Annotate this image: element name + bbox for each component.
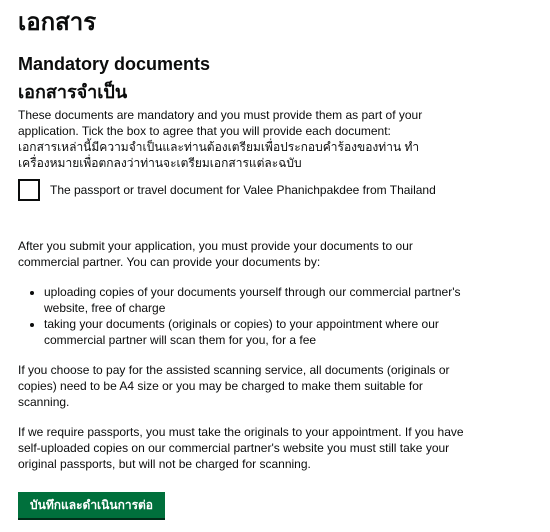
paragraph-line: original passports, but will not be charged for scanning. <box>18 457 311 471</box>
list-item <box>44 316 538 348</box>
paragraph-line: scanning. <box>18 395 70 409</box>
list-item-line: uploading copies of your documents yourself through our commercial partner's <box>44 285 461 299</box>
paragraph-line: If we require passports, you must take the originals to your appointment. If you have <box>18 425 464 439</box>
passport-info-paragraph <box>18 424 538 472</box>
passport-document-checkbox[interactable] <box>18 179 40 201</box>
intro-line: application. Tick the box to agree that you will provide each document: <box>18 124 391 138</box>
paragraph-line: self-uploaded copies on our commercial partner's website you must still take your <box>18 441 450 455</box>
intro-text <box>18 107 538 171</box>
save-and-continue-button[interactable]: บันทึกและดำเนินการต่อ <box>18 492 165 518</box>
list-item-line: commercial partner will scan them for you, for a fee <box>44 333 317 347</box>
intro-line-thai: เอกสารเหล่านี้มีความจำเป็นและท่านต้องเตรียมเพื่อประกอบคำร้องของท่าน ทำ <box>18 140 420 154</box>
paragraph-line: After you submit your application, you must provide your documents to our <box>18 239 413 253</box>
paragraph-line: If you choose to pay for the assisted scanning service, all documents (originals or <box>18 363 450 377</box>
intro-line-thai: เครื่องหมายเพื่อตกลงว่าท่านจะเตรียมเอกสารแต่ละฉบับ <box>18 156 302 170</box>
paragraph-line: commercial partner. You can provide your documents by: <box>18 255 321 269</box>
paragraph-line: copies) need to be A4 size or you may be charged to make them suitable for <box>18 379 423 393</box>
document-options-list <box>18 284 538 348</box>
list-item-line: website, free of charge <box>44 301 166 315</box>
section-heading-thai: เอกสารจำเป็น <box>18 82 128 102</box>
submission-info-paragraph <box>18 238 538 270</box>
list-item-line: taking your documents (originals or copies) to your appointment where our <box>44 317 439 331</box>
list-item <box>44 284 538 316</box>
main-content <box>18 8 538 472</box>
scanning-info-paragraph <box>18 362 538 410</box>
passport-document-label[interactable]: The passport or travel document for Valee Phanichpakdee from Thailand <box>50 183 436 197</box>
passport-document-option[interactable] <box>18 179 538 201</box>
section-heading: Mandatory documents <box>18 54 211 74</box>
page-title-thai: เอกสาร <box>18 9 97 36</box>
intro-line: These documents are mandatory and you must provide them as part of your <box>18 108 423 122</box>
